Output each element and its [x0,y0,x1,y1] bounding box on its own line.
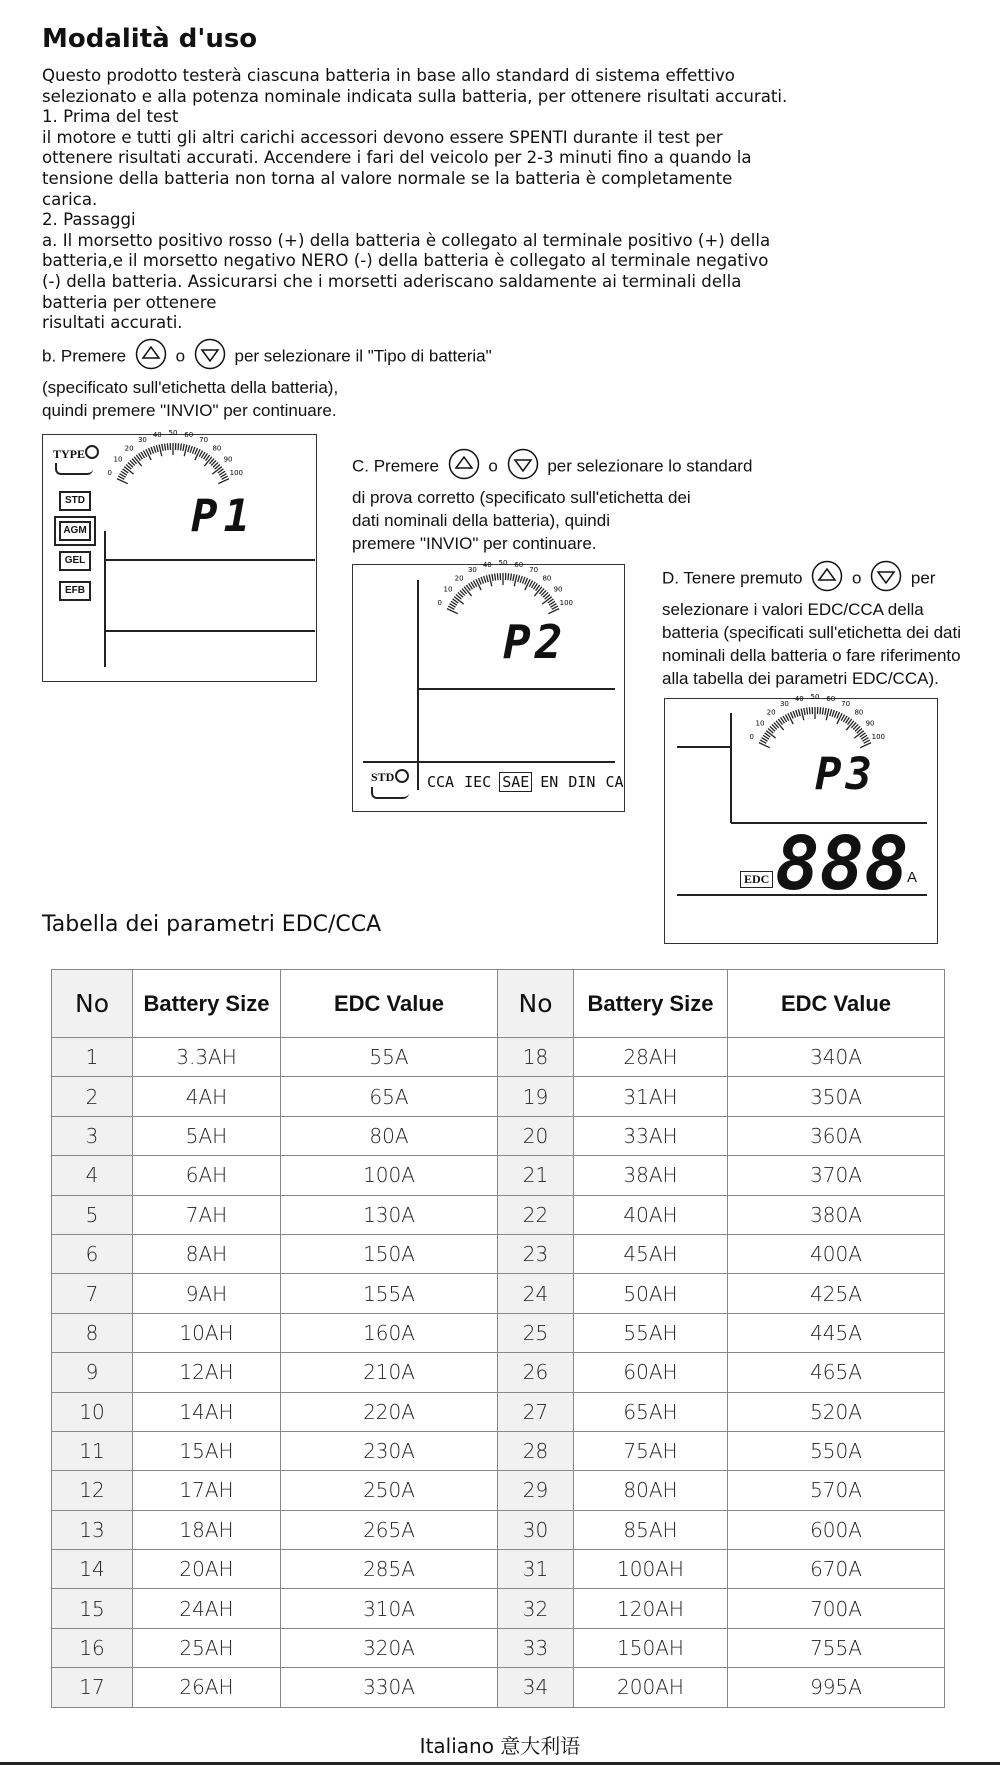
gauge-scale-label: 0 [437,599,442,608]
standard-list [425,773,632,791]
gauge-tick [834,711,836,718]
gauge-tick [525,578,528,584]
table-cell: 12AH [133,1353,281,1392]
gauge-tick [825,708,826,715]
table-cell: 8AH [133,1234,281,1273]
table-cell: 24 [498,1274,574,1313]
table-cell: 28AH [574,1038,728,1077]
gear-icon [395,769,409,783]
table-cell: 30 [498,1510,574,1549]
gauge-scale-label: 100 [559,599,574,608]
table-row [52,1156,945,1195]
table-cell: 520A [728,1392,945,1431]
table-header-row [52,970,945,1038]
table-cell: 700A [728,1589,945,1628]
table-cell: 3 [52,1116,133,1155]
gauge-scale-label: 70 [199,436,209,445]
gauge-tick [518,575,520,582]
table-cell: 4AH [133,1077,281,1116]
table-cell: 120AH [574,1589,728,1628]
battery-type-list [51,485,101,611]
intro-line: selezionato e alla potenza nominale indicata sulla batteria, per ottenere risultati accurati. [42,86,788,106]
intro-line: carica. [42,189,98,209]
gauge-tick [801,709,804,721]
up-button-icon [811,560,843,598]
gauge-tick [820,707,821,714]
table-cell: 995A [728,1668,945,1707]
table-cell: 19 [498,1077,574,1116]
table-cell: 85AH [574,1510,728,1549]
table-cell: 310A [281,1589,498,1628]
gauge-tick [759,743,770,748]
table-cell: 14AH [133,1392,281,1431]
gauge-scale-label: 50 [498,559,508,567]
unit-label: A [907,869,918,886]
table-cell: 7 [52,1274,133,1313]
table-cell: 360A [728,1116,945,1155]
intro-line: batteria,e il morsetto negativo NERO (-) della batteria è collegato al terminale negativo [42,251,769,271]
intro-line: Questo prodotto testerà ciascuna batteria in base allo standard di sistema effettivo [42,66,735,85]
program-readout: P2 [503,615,567,669]
table-cell: 32 [498,1589,574,1628]
table-row [52,1550,945,1589]
standard-ca: CA [605,773,624,791]
table-cell: 26 [498,1353,574,1392]
gauge-tick [183,444,184,451]
gauge-scale-label: 40 [794,694,804,703]
table-cell: 31AH [574,1077,728,1116]
table-cell: 10 [52,1392,133,1431]
lcd-display-p1 [42,429,317,682]
table-cell: 18AH [133,1510,281,1549]
std-label: STD [371,770,395,784]
page-title: Modalità d'uso [42,24,258,54]
table-cell: 60AH [574,1353,728,1392]
gauge-scale-label: 70 [841,700,851,709]
table-cell: 25 [498,1313,574,1352]
battery-type-efb: EFB [59,581,91,601]
table-cell: 40AH [574,1195,728,1234]
gauge-tick [159,445,162,457]
table-cell: 370A [728,1156,945,1195]
gauge-tick [188,445,190,452]
gauge-scale-label: 0 [749,733,754,742]
gauge-scale-label: 70 [529,566,539,575]
table-body [52,1038,945,1708]
gauge-scale-label: 30 [467,566,477,575]
table-cell: 400A [728,1234,945,1273]
table-cell: 65A [281,1077,498,1116]
gauge-tick [489,575,492,587]
intro-line: ottenere risultati accurati. Accendere i fari del veicolo per 2-3 minuti fino a quando la [42,148,752,168]
table-cell: 570A [728,1471,945,1510]
column-header: EDC Value [728,970,945,1038]
table-row [52,1510,945,1549]
table-cell: 2 [52,1077,133,1116]
gauge-tick [447,609,458,614]
intro-line: batteria per ottenere [42,292,217,312]
column-header: No [498,970,574,1038]
table-row [52,1195,945,1234]
table-cell: 160A [281,1313,498,1352]
table-cell: 22 [498,1195,574,1234]
gauge-tick [495,574,496,581]
battery-type-gel: GEL [59,551,91,571]
table-cell: 600A [728,1510,945,1549]
gauge-tick [218,479,229,484]
gauge-tick [148,448,151,454]
battery-type-std: STD [59,491,91,511]
table-cell: 285A [281,1550,498,1589]
table-cell: 230A [281,1431,498,1470]
table-cell: 9AH [133,1274,281,1313]
program-readout: P1 [191,491,256,542]
gauge-scale-label: 0 [107,469,112,478]
table-cell: 380A [728,1195,945,1234]
gauge-tick [798,709,800,716]
table-cell: 445A [728,1313,945,1352]
table-row [52,1313,945,1352]
up-button-icon [135,338,167,376]
table-cell: 5 [52,1195,133,1234]
gauge-tick [510,574,511,581]
gauge-tick [796,710,798,717]
table-cell: 150AH [574,1628,728,1667]
table-cell: 670A [728,1550,945,1589]
gauge-scale-label: 60 [514,560,524,569]
table-cell: 755A [728,1628,945,1667]
table-row [52,1353,945,1392]
table-cell: 425A [728,1274,945,1313]
column-header: EDC Value [281,970,498,1038]
step-b-text: b. Premere o per selezionare il "Tipo di batteria" (specificato sull'etichetta della batteria), quindi premere "INVIO" per continuare. [42,338,492,422]
table-cell: 550A [728,1431,945,1470]
gauge-scale-label: 80 [212,444,222,453]
gauge-tick [486,575,488,582]
table-cell: 16 [52,1628,133,1667]
gauge-tick [520,576,522,583]
language-footer: Italiano 意大利语 [419,1734,581,1758]
table-cell: 5AH [133,1116,281,1155]
table-cell: 100A [281,1156,498,1195]
table-cell: 34 [498,1668,574,1707]
intro-line: 1. Prima del test [42,107,179,127]
table-cell: 15AH [133,1431,281,1470]
table-cell: 18 [498,1038,574,1077]
program-readout: P3 [815,749,876,800]
gauge-tick [478,578,481,584]
table-cell: 80AH [574,1471,728,1510]
table-cell: 3.3AH [133,1038,281,1077]
table-cell: 75AH [574,1431,728,1470]
table-cell: 50AH [574,1274,728,1313]
standard-cca: CCA [427,773,455,791]
gauge-tick [809,707,810,714]
table-cell: 31 [498,1550,574,1589]
gauge-tick [156,445,158,452]
step-d-text: D. Tenere premuto o per selezionare i valori EDC/CCA della batteria (specificati sull'etichetta dei dati nominali della batteria o fare riferimento alla tabella dei parametri EDC/CCA). [662,560,961,690]
table-cell: 9 [52,1353,133,1392]
step-c-text: C. Premere o per selezionare lo standard di prova corretto (specificato sull'etichetta dei dati nominali della batteria), quindi premere "INVIO" per continuare. [352,448,752,555]
table-cell: 10AH [133,1313,281,1352]
table-cell: 45AH [574,1234,728,1273]
table-cell: 17AH [133,1471,281,1510]
table-cell: 6 [52,1234,133,1273]
gauge-tick [180,444,181,451]
table-row [52,1077,945,1116]
hand-icon [55,463,93,475]
gauge-scale-label: 40 [482,560,492,569]
table-title: Tabella dei parametri EDC/CCA [42,912,382,937]
table-cell: 29 [498,1471,574,1510]
gauge-scale-label: 60 [184,430,194,439]
gauge-scale-label: 90 [553,585,563,594]
standard-din: DIN [568,773,596,791]
down-button-icon [870,560,902,598]
gauge-tick [837,712,840,718]
table-cell: 200AH [574,1668,728,1707]
table-cell: 1 [52,1038,133,1077]
gear-icon [85,445,99,459]
table-row [52,1628,945,1667]
gauge-scale-label: 50 [810,693,820,701]
gauge-tick [514,575,517,587]
table-row [52,1234,945,1273]
table-cell: 155A [281,1274,498,1313]
intro-line: 2. Passaggi [42,210,136,230]
gauge-tick [195,448,198,454]
table-row [52,1116,945,1155]
gauge-tick [793,711,795,718]
gauge-tick [548,609,559,614]
gauge-tick [151,447,153,454]
table-row [52,1038,945,1077]
gauge-tick [190,446,192,453]
table-cell: 340A [728,1038,945,1077]
gauge-tick [481,577,483,584]
table-cell: 210A [281,1353,498,1392]
gauge-tick [484,576,486,583]
gauge-tick [860,743,871,748]
table-cell: 80A [281,1116,498,1155]
type-label: TYPE [53,447,86,461]
table-cell: 38AH [574,1156,728,1195]
gauge-tick [117,479,128,484]
gauge-tick [178,443,179,450]
table-cell: 27 [498,1392,574,1431]
gauge-scale-label: 90 [865,719,875,728]
table-cell: 250A [281,1471,498,1510]
hand-icon [371,787,409,799]
gauge-scale-label: 100 [229,469,244,478]
gauge-scale-label: 40 [152,430,162,439]
battery-type-agm: AGM [59,521,91,541]
gauge-tick [807,708,808,715]
table-cell: 55AH [574,1313,728,1352]
gauge-scale-label: 100 [871,733,886,742]
column-header: Battery Size [133,970,281,1038]
table-cell: 220A [281,1392,498,1431]
gauge-tick [508,573,509,580]
gauge-scale-label: 10 [113,455,123,464]
gauge-scale-label: 20 [454,574,464,583]
gauge-tick [497,573,498,580]
gauge-tick [830,709,832,716]
table-cell: 65AH [574,1392,728,1431]
standard-sae: SAE [499,772,532,792]
table-cell: 100AH [574,1550,728,1589]
edc-label: EDC [740,871,773,888]
gauge-scale-label: 10 [755,719,765,728]
gauge-scale-label: 80 [854,708,864,717]
table-cell: 330A [281,1668,498,1707]
instructions-text [42,66,992,334]
table-cell: 21 [498,1156,574,1195]
table-cell: 33 [498,1628,574,1667]
column-header: No [52,970,133,1038]
table-cell: 20 [498,1116,574,1155]
gauge-scale-label: 60 [826,694,836,703]
table-row [52,1274,945,1313]
gauge-tick [192,447,194,454]
table-cell: 14 [52,1550,133,1589]
gauge-scale-label: 10 [443,585,453,594]
table-cell: 12 [52,1471,133,1510]
gauge-tick [804,708,805,715]
lcd-display-p2 [352,559,625,812]
table-cell: 17 [52,1668,133,1707]
standard-en: EN [540,773,559,791]
table-cell: 28 [498,1431,574,1470]
gauge-tick [822,708,823,715]
table-cell: 23 [498,1234,574,1273]
table-cell: 11 [52,1431,133,1470]
gauge-tick [826,709,829,721]
up-button-icon [448,448,480,486]
table-cell: 33AH [574,1116,728,1155]
table-row [52,1431,945,1470]
gauge-scale-label: 80 [542,574,552,583]
intro-line: il motore e tutti gli altri carichi accessori devono essere SPENTI durante il test per [42,127,723,147]
intro-line: risultati accurati. [42,313,183,333]
table-cell: 150A [281,1234,498,1273]
table-cell: 8 [52,1313,133,1352]
table-cell: 15 [52,1589,133,1628]
table-cell: 265A [281,1510,498,1549]
column-header: Battery Size [574,970,728,1038]
table-row [52,1471,945,1510]
down-button-icon [507,448,539,486]
table-cell: 130A [281,1195,498,1234]
gauge-tick [513,574,514,581]
table-cell: 24AH [133,1589,281,1628]
standard-iec: IEC [464,773,492,791]
gauge-scale-label: 50 [168,429,178,437]
gauge-tick [165,444,166,451]
intro-line: (-) della batteria. Assicurarsi che i morsetti aderiscano saldamente ai terminali della [42,271,742,291]
table-cell: 465A [728,1353,945,1392]
table-row [52,1668,945,1707]
gauge-scale-label: 90 [223,455,233,464]
value-readout: 888 [775,821,909,907]
edc-parameter-table [51,969,945,1708]
gauge-scale-label: 30 [137,436,147,445]
table-cell: 4 [52,1156,133,1195]
gauge-tick [522,577,524,584]
intro-line: a. Il morsetto positivo rosso (+) della batteria è collegato al terminale positivo (+) della [42,230,771,250]
gauge-tick [184,445,187,457]
table-cell: 13 [52,1510,133,1549]
table-cell: 55A [281,1038,498,1077]
table-cell: 20AH [133,1550,281,1589]
gauge-scale-label: 20 [124,444,134,453]
table-cell: 7AH [133,1195,281,1234]
gauge-tick [167,443,168,450]
gauge-scale-label: 20 [766,708,776,717]
table-cell: 320A [281,1628,498,1667]
gauge-tick [162,444,163,451]
gauge-tick [492,574,493,581]
lcd-display-p3 [664,693,938,944]
table-cell: 6AH [133,1156,281,1195]
gauge-tick [832,710,834,717]
intro-line: tensione della batteria non torna al valore normale se la batteria è completamente [42,168,733,188]
gauge-scale-label: 30 [779,700,789,709]
table-cell: 25AH [133,1628,281,1667]
table-row [52,1589,945,1628]
gauge-tick [790,712,793,718]
down-button-icon [194,338,226,376]
table-cell: 350A [728,1077,945,1116]
table-row [52,1392,945,1431]
table-cell: 26AH [133,1668,281,1707]
gauge-tick [154,446,156,453]
